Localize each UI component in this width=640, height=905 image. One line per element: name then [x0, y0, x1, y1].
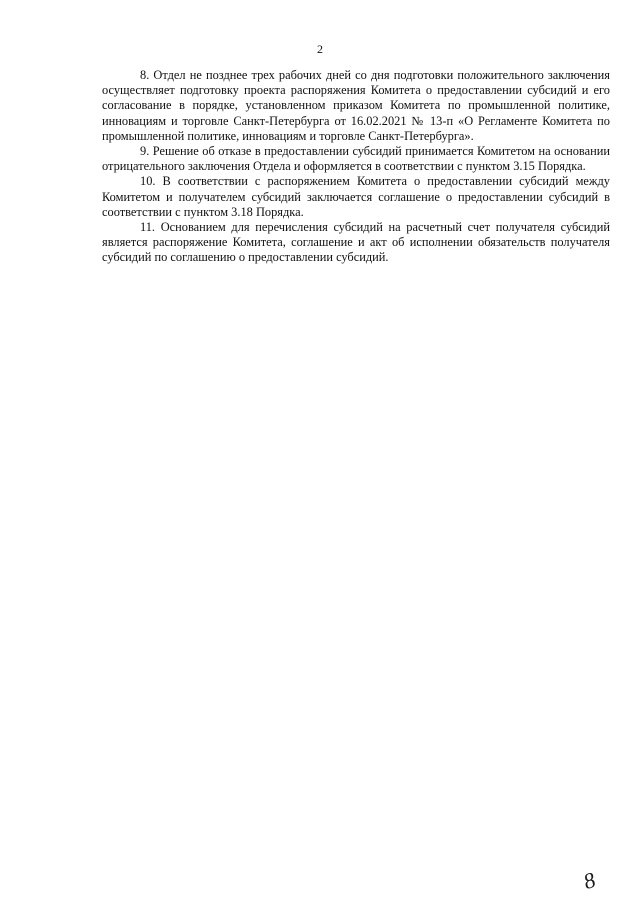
- document-body: [102, 68, 610, 266]
- paragraph-9: 9. Решение об отказе в предоставлении субсидий принимается Комитетом на основании отрицательного заключения Отдела и оформляется в соответствии с пунктом 3.15 Порядка.: [102, 144, 610, 174]
- handwritten-page-mark: 8: [580, 866, 599, 895]
- page-number: 2: [317, 42, 323, 56]
- paragraph-10: 10. В соответствии с распоряжением Комитета о предоставлении субсидий между Комитетом и получателем субсидий заключается соглашение о предоставлении субсидий в соответствии с пунктом 3.18 Порядка.: [102, 174, 610, 219]
- paragraph-11: 11. Основанием для перечисления субсидий на расчетный счет получателя субсидий является распоряжение Комитета, соглашение и акт об исполнении обязательств получателя субсидий по соглашению о предоставлении субсидий.: [102, 220, 610, 265]
- paragraph-8: 8. Отдел не позднее трех рабочих дней со дня подготовки положительного заключения осуществляет подготовку проекта распоряжения Комитета о предоставлении субсидий и его согласование в порядке, установленном приказом Комитета по промышленной политике, инновациям и торговле Санкт-Петербурга от 16.02.2021 № 13-п «О Регламенте Комитета по промышленной политике, инновациям и торговле Санкт-Петербурга».: [102, 68, 610, 143]
